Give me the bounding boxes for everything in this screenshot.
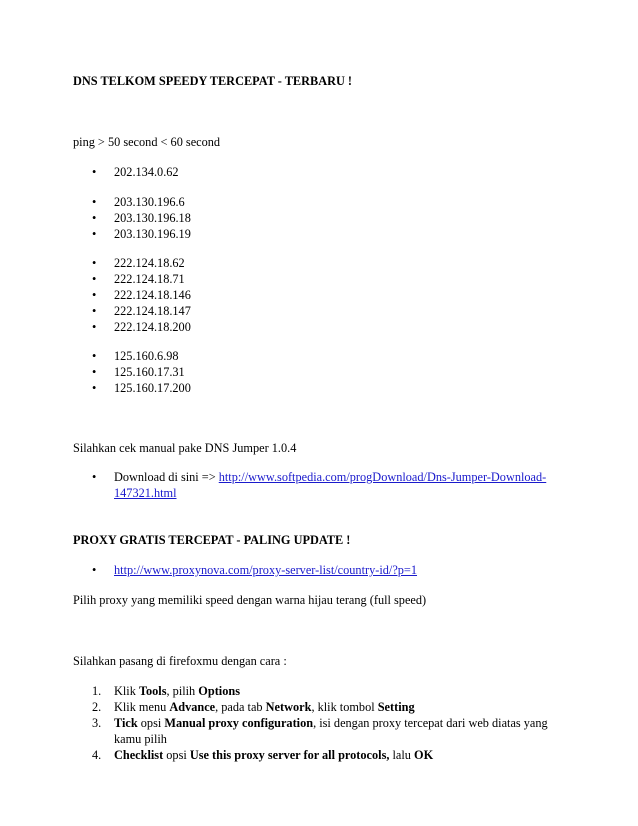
bullet-icon: • bbox=[92, 256, 97, 270]
choose-proxy-line: Pilih proxy yang memiliki speed dengan warna hijau terang (full speed) bbox=[73, 593, 427, 607]
step-text: opsi bbox=[163, 748, 190, 762]
bullet-icon: • bbox=[92, 195, 97, 209]
install-line: Silahkan pasang di firefoxmu dengan cara : bbox=[73, 654, 287, 668]
bullet-icon: • bbox=[92, 227, 97, 241]
dns-ip: 222.124.18.71 bbox=[114, 272, 185, 286]
proxy-link[interactable]: http://www.proxynova.com/proxy-server-list/country-id/?p=1 bbox=[114, 563, 418, 577]
bullet-icon: • bbox=[92, 381, 97, 395]
step-bold: Setting bbox=[377, 700, 415, 714]
dns-ip: 222.124.18.147 bbox=[114, 304, 191, 318]
download-link[interactable]: http://www.softpedia.com/progDownload/Dns-Jumper-Download- bbox=[218, 470, 547, 484]
dns-ip: 125.160.17.31 bbox=[114, 365, 185, 379]
step-text: Klik bbox=[114, 684, 139, 698]
step-text: opsi bbox=[137, 716, 165, 730]
step-text: , pada tab bbox=[215, 700, 266, 714]
bullet-icon: • bbox=[92, 304, 97, 318]
step-bold: Options bbox=[198, 684, 240, 698]
step-bold: Advance bbox=[169, 700, 216, 714]
dns-ip: 202.134.0.62 bbox=[114, 165, 179, 179]
step-text: , klik tombol bbox=[311, 700, 378, 714]
bullet-icon: • bbox=[92, 272, 97, 286]
dns-ip: 222.124.18.200 bbox=[114, 320, 191, 334]
ping-line: ping > 50 second < 60 second bbox=[73, 135, 221, 149]
download-prefix: Download di sini => bbox=[114, 470, 219, 484]
dns-ip: 203.130.196.18 bbox=[114, 211, 191, 225]
step-number: 2. bbox=[92, 700, 102, 714]
dns-ip: 222.124.18.146 bbox=[114, 288, 191, 302]
step-number: 1. bbox=[92, 684, 102, 698]
dns-jumper-line: Silahkan cek manual pake DNS Jumper 1.0.4 bbox=[73, 441, 297, 455]
bullet-icon: • bbox=[92, 211, 97, 225]
dns-ip: 203.130.196.6 bbox=[114, 195, 185, 209]
dns-ip: 203.130.196.19 bbox=[114, 227, 191, 241]
step-number: 3. bbox=[92, 716, 102, 730]
step-text: , isi dengan proxy tercepat dari web diatas yang bbox=[313, 716, 548, 730]
bullet-icon: • bbox=[92, 320, 97, 334]
proxy-title: PROXY GRATIS TERCEPAT - PALING UPDATE ! bbox=[73, 533, 351, 547]
step-bold: Tools bbox=[138, 684, 167, 698]
step-bold: Manual proxy configuration bbox=[164, 716, 314, 730]
step-number: 4. bbox=[92, 748, 102, 762]
bullet-icon: • bbox=[92, 365, 97, 379]
step-bold: Use this proxy server for all protocols, bbox=[189, 748, 390, 762]
download-link-continued[interactable]: 147321.html bbox=[114, 486, 177, 500]
bullet-icon: • bbox=[92, 470, 97, 484]
step-bold: OK bbox=[414, 748, 434, 762]
dns-title: DNS TELKOM SPEEDY TERCEPAT - TERBARU ! bbox=[73, 74, 353, 88]
step-text: Klik menu bbox=[114, 700, 170, 714]
step-text: lalu bbox=[389, 748, 415, 762]
bullet-icon: • bbox=[92, 165, 97, 179]
dns-ip: 222.124.18.62 bbox=[114, 256, 185, 270]
step-bold: Checklist bbox=[114, 748, 164, 762]
bullet-icon: • bbox=[92, 349, 97, 363]
bullet-icon: • bbox=[92, 288, 97, 302]
step-text: , pilih bbox=[166, 684, 199, 698]
dns-ip: 125.160.6.98 bbox=[114, 349, 179, 363]
step-text: kamu pilih bbox=[114, 732, 167, 746]
step-bold: Network bbox=[265, 700, 312, 714]
bullet-icon: • bbox=[92, 563, 97, 577]
dns-ip: 125.160.17.200 bbox=[114, 381, 191, 395]
step-bold: Tick bbox=[114, 716, 138, 730]
